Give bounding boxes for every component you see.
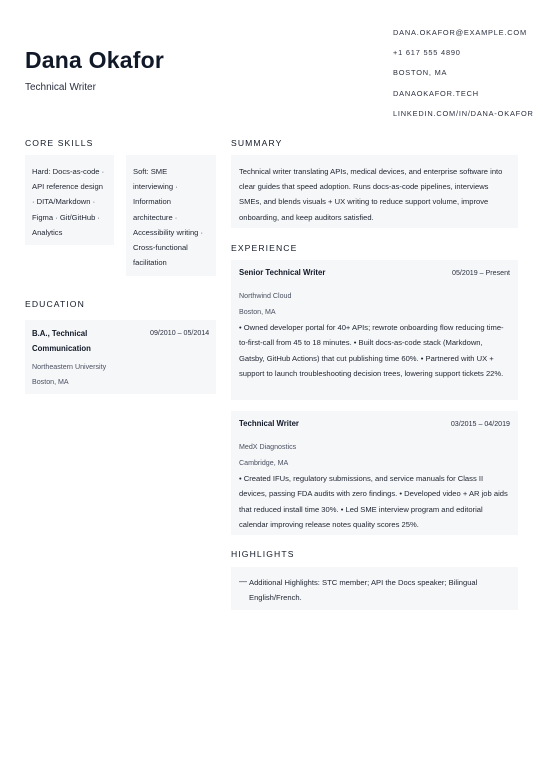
dash-icon: —	[239, 577, 247, 586]
soft-skills-text: Soft: SME interviewing · Information architecture · Accessibility writing · Cross-functional facilitation	[133, 167, 204, 268]
contact-website: DANAOKAFOR.TECH	[393, 88, 479, 98]
contact-block	[393, 28, 541, 129]
experience-heading: EXPERIENCE	[231, 243, 298, 253]
highlights-card	[231, 567, 518, 610]
education-location: Boston, MA	[32, 378, 69, 386]
highlights-heading: HIGHLIGHTS	[231, 549, 295, 559]
soft-skills-card	[126, 155, 216, 276]
education-dates: 09/2010 – 05/2014	[150, 329, 210, 337]
job-card	[231, 260, 518, 400]
job-dates: 03/2015 – 04/2019	[450, 420, 510, 428]
education-school: Northeastern University	[32, 363, 107, 371]
job-location: Boston, MA	[239, 307, 276, 316]
job-title: Technical Writer	[239, 419, 299, 428]
job-description: • Created IFUs, regulatory submissions, and service manuals for Class II devices, passing FDA audits with zero findings. • Developed video + AR job aids that reduced install time 30%. • Led SME interview program and editorial calendar improving release notes quality scores 25%.	[239, 474, 508, 529]
job-company: MedX Diagnostics	[239, 443, 297, 451]
candidate-role: Technical Writer	[25, 82, 96, 93]
job-company: Northwind Cloud	[239, 292, 292, 300]
highlights-text: Additional Highlights: STC member; API the Docs speaker; Bilingual English/French.	[249, 578, 478, 603]
education-degree: B.A., Technical Communication	[32, 329, 91, 354]
summary-heading: SUMMARY	[231, 138, 283, 148]
summary-card	[231, 155, 518, 228]
contact-location: BOSTON, MA	[393, 68, 448, 78]
hard-skills-text: Hard: Docs-as-code · API reference design · DITA/Markdown · Figma · Git/GitHub · Analytics	[32, 167, 105, 237]
education-card	[25, 320, 216, 394]
job-card	[231, 411, 518, 535]
contact-linkedin: LINKEDIN.COM/IN/DANA-OKAFOR	[393, 108, 534, 118]
job-location: Cambridge, MA	[239, 458, 289, 467]
contact-email: DANA.OKAFOR@EXAMPLE.COM	[393, 28, 527, 37]
hard-skills-card	[25, 155, 114, 245]
job-description: • Owned developer portal for 40+ APIs; rewrote onboarding flow reducing time-to-first-call from 45 to 18 minutes. • Built docs-as-code stack (Markdown, Gatsby, GitHub Actions) that cut publishing time 60%. • Partnered with UX + support to launch troubleshooting decision trees, lowering support tickets 22%.	[239, 323, 504, 378]
job-dates: 05/2019 – Present	[452, 269, 510, 277]
summary-text: Technical writer translating APIs, medical devices, and enterprise software into clear guides that speed adoption. Runs docs-as-code pipelines, interviews SMEs, and blends visuals + UX writing to reduce support volume, improve onboarding, and keep auditors satisfied.	[239, 167, 503, 222]
candidate-name: Dana Okafor	[25, 47, 164, 73]
contact-phone: +1 617 555 4890	[393, 48, 461, 58]
skills-heading: CORE SKILLS	[25, 138, 94, 148]
education-heading: EDUCATION	[25, 299, 85, 309]
job-title: Senior Technical Writer	[239, 268, 326, 277]
